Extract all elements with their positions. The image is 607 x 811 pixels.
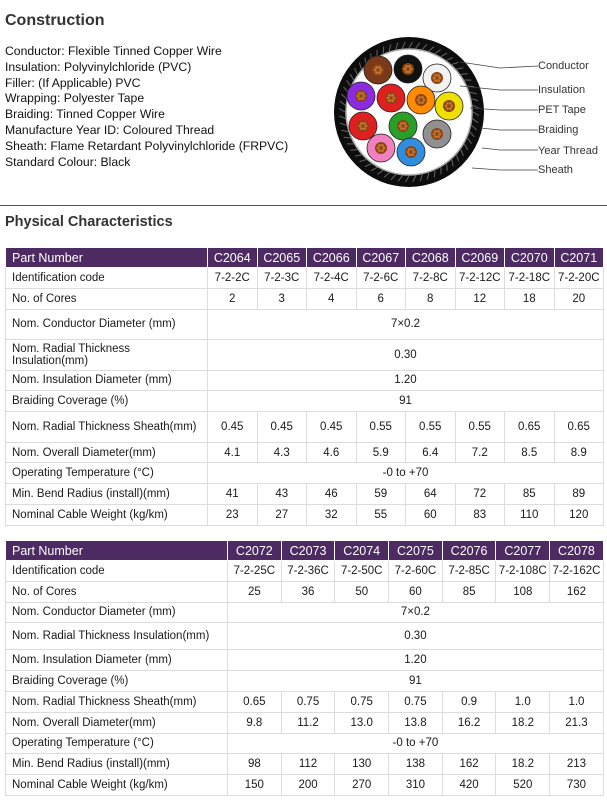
conductor-strand: [403, 127, 406, 130]
conductor-strand: [400, 127, 403, 130]
spec-filler: Filler: (If Applicable) PVC: [5, 75, 141, 90]
value-cell: 7-2-8C: [406, 268, 456, 289]
conductor-strand: [408, 153, 411, 156]
construction-heading: Construction: [5, 12, 105, 29]
conductor-strand: [437, 135, 440, 138]
conductor-strand: [381, 144, 384, 147]
conductor-strand: [381, 149, 384, 152]
conductor-strand: [375, 66, 378, 69]
table-row: [6, 309, 604, 340]
spanned-value-cell: -0 to +70: [228, 733, 604, 754]
row-label: Nom. Insulation Diameter (mm): [6, 370, 208, 391]
spec-braiding: Braiding: Tinned Copper Wire: [5, 107, 165, 122]
conductor-strand: [383, 147, 386, 150]
conductor-strand: [446, 107, 449, 110]
value-cell: 310: [389, 775, 443, 796]
value-cell: 6.4: [406, 442, 456, 463]
conductor-strand: [388, 99, 391, 102]
part-number-cell: C2067: [356, 248, 406, 268]
value-cell: 0.75: [281, 691, 335, 712]
value-cell: 0.45: [307, 412, 357, 443]
value-cell: 0.55: [455, 412, 505, 443]
row-label: Nominal Cable Weight (kg/km): [6, 505, 208, 526]
part-number-cell: C2064: [208, 248, 258, 268]
value-cell: 16.2: [442, 712, 496, 733]
value-cell: 7-2-20C: [554, 268, 604, 289]
part-number-cell: C2073: [281, 541, 335, 561]
spec-year-id: Manufacture Year ID: Coloured Thread: [5, 122, 215, 137]
value-cell: 420: [442, 775, 496, 796]
value-cell: 150: [228, 775, 282, 796]
value-cell: 520: [496, 775, 550, 796]
value-cell: 85: [505, 484, 555, 505]
conductor-strand: [399, 125, 402, 128]
value-cell: 23: [208, 505, 258, 526]
value-cell: 120: [554, 505, 604, 526]
spanned-value-cell: 1.20: [228, 650, 604, 671]
row-label: Braiding Coverage (%): [6, 671, 228, 692]
spanned-value-cell: 0.30: [208, 340, 604, 371]
row-label: Operating Temperature (°C): [6, 733, 228, 754]
legend-braiding: Braiding: [538, 124, 579, 136]
conductor-strand: [363, 127, 366, 130]
conductor-strand: [391, 99, 394, 102]
conductor-strand: [360, 127, 363, 130]
conductor-strand: [411, 153, 414, 156]
value-cell: 130: [335, 754, 389, 775]
conductor-strand: [388, 94, 391, 97]
spanned-value-cell: 0.30: [228, 623, 604, 650]
conductor-strand: [437, 130, 440, 133]
conductor-strand: [413, 151, 416, 154]
part-number-cell: C2075: [389, 541, 443, 561]
value-cell: 0.55: [406, 412, 456, 443]
spanned-value-cell: 7×0.2: [208, 309, 604, 340]
conductor-strand: [437, 74, 440, 77]
value-cell: 0.55: [356, 412, 406, 443]
conductor-strand: [434, 135, 437, 138]
part-number-cell: C2078: [550, 541, 604, 561]
conductor-strand: [357, 95, 360, 98]
value-cell: 1.0: [496, 691, 550, 712]
conductor-strand: [405, 65, 408, 68]
part-number-cell: C2072: [228, 541, 282, 561]
value-cell: 7-2-3C: [257, 268, 307, 289]
value-cell: 55: [356, 505, 406, 526]
conductor-strand: [378, 66, 381, 69]
value-cell: 83: [455, 505, 505, 526]
conductor-strand: [363, 95, 366, 98]
conductor-strand: [408, 65, 411, 68]
spec-conductor: Conductor: Flexible Tinned Copper Wire: [5, 44, 222, 58]
row-label: Operating Temperature (°C): [6, 463, 208, 484]
table-row: [6, 391, 604, 412]
conductor-strand: [387, 97, 390, 100]
conductor-strand: [407, 151, 410, 154]
spanned-value-cell: 1.20: [208, 370, 604, 391]
spanned-value-cell: -0 to +70: [208, 463, 604, 484]
value-cell: 7-2-2C: [208, 268, 258, 289]
spec-wrapping: Wrapping: Polyester Tape: [5, 91, 145, 106]
spanned-value-cell: 7×0.2: [228, 602, 604, 623]
conductor-strand: [449, 107, 452, 110]
row-label: Nom. Conductor Diameter (mm): [6, 602, 228, 623]
value-cell: 200: [281, 775, 335, 796]
row-label: Nom. Radial Thickness Insulation(mm): [6, 340, 208, 371]
conductor-strand: [451, 105, 454, 108]
conductor-strand: [360, 122, 363, 125]
table-row: [6, 370, 604, 391]
value-cell: 60: [406, 505, 456, 526]
row-label: Nominal Cable Weight (kg/km): [6, 775, 228, 796]
value-cell: 85: [442, 581, 496, 602]
value-cell: 112: [281, 754, 335, 775]
value-cell: 3: [257, 288, 307, 309]
value-cell: 12: [455, 288, 505, 309]
value-cell: 0.75: [389, 691, 443, 712]
conductor-strand: [434, 130, 437, 133]
value-cell: 0.65: [228, 691, 282, 712]
table-row: [6, 505, 604, 526]
conductor-strand: [380, 69, 383, 72]
conductor-strand: [446, 102, 449, 105]
conductor-strand: [361, 92, 364, 95]
conductor-strand: [418, 101, 421, 104]
value-cell: 7-2-108C: [496, 561, 550, 582]
row-label: Identification code: [6, 561, 228, 582]
conductor-strand: [358, 97, 361, 100]
conductor-strand: [417, 99, 420, 102]
value-cell: 0.45: [257, 412, 307, 443]
table-row: [6, 733, 604, 754]
row-label: Nom. Insulation Diameter (mm): [6, 650, 228, 671]
part-number-cell: C2066: [307, 248, 357, 268]
table-row: [6, 754, 604, 775]
table-row: [6, 691, 604, 712]
value-cell: 4: [307, 288, 357, 309]
value-cell: 27: [257, 505, 307, 526]
conductor-strand: [421, 101, 424, 104]
conductor-strand: [363, 122, 366, 125]
table-row: [6, 268, 604, 289]
part-number-cell: C2077: [496, 541, 550, 561]
value-cell: 7-2-4C: [307, 268, 357, 289]
conductor-strand: [405, 70, 408, 73]
conductor-strand: [433, 133, 436, 136]
value-cell: 7-2-162C: [550, 561, 604, 582]
spec-table-c2072-c2078: [5, 540, 604, 796]
value-cell: 25: [228, 581, 282, 602]
value-cell: 7-2-50C: [335, 561, 389, 582]
table-row: [6, 340, 604, 371]
value-cell: 8.5: [505, 442, 555, 463]
table-row: [6, 602, 604, 623]
value-cell: 7-2-36C: [281, 561, 335, 582]
legend-pet-tape: PET Tape: [538, 104, 586, 116]
value-cell: 7-2-18C: [505, 268, 555, 289]
row-label: Min. Bend Radius (install)(mm): [6, 484, 208, 505]
diagram-leader-lines: [460, 50, 540, 190]
conductor-strand: [374, 69, 377, 72]
conductor-strand: [411, 148, 414, 151]
value-cell: 21.3: [550, 712, 604, 733]
value-cell: 110: [505, 505, 555, 526]
conductor-strand: [403, 122, 406, 125]
value-cell: 7-2-25C: [228, 561, 282, 582]
conductor-strand: [393, 97, 396, 100]
table-header-row: [6, 248, 604, 268]
value-cell: 0.65: [554, 412, 604, 443]
conductor-strand: [418, 96, 421, 99]
conductor-strand: [421, 96, 424, 99]
value-cell: 1.0: [550, 691, 604, 712]
conductor-strand: [378, 149, 381, 152]
table-header-row: [6, 541, 604, 561]
legend-insulation: Insulation: [538, 84, 586, 96]
conductor-strand: [439, 77, 442, 80]
value-cell: 0.75: [335, 691, 389, 712]
conductor-strand: [434, 79, 437, 82]
spanned-value-cell: 91: [228, 671, 604, 692]
physical-characteristics-heading: Physical Characteristics: [5, 214, 173, 230]
table-row: [6, 581, 604, 602]
part-number-cell: C2069: [455, 248, 505, 268]
value-cell: 4.3: [257, 442, 307, 463]
part-number-cell: C2070: [505, 248, 555, 268]
part-number-cell: C2076: [442, 541, 496, 561]
value-cell: 60: [389, 581, 443, 602]
value-cell: 7-2-60C: [389, 561, 443, 582]
part-number-header: Part Number: [6, 248, 208, 268]
value-cell: 18.2: [496, 712, 550, 733]
row-label: Nom. Radial Thickness Sheath(mm): [6, 691, 228, 712]
row-label: No. of Cores: [6, 581, 228, 602]
table-row: [6, 623, 604, 650]
value-cell: 50: [335, 581, 389, 602]
conductor-strand: [437, 79, 440, 82]
conductor-strand: [365, 125, 368, 128]
conductor-strand: [423, 99, 426, 102]
value-cell: 2: [208, 288, 258, 309]
table-row: [6, 412, 604, 443]
value-cell: 0.9: [442, 691, 496, 712]
value-cell: 18: [505, 288, 555, 309]
table-row: [6, 650, 604, 671]
spanned-value-cell: 91: [208, 391, 604, 412]
row-label: Nom. Radial Thickness Insulation(mm): [6, 623, 228, 650]
value-cell: 41: [208, 484, 258, 505]
part-number-cell: C2071: [554, 248, 604, 268]
value-cell: 46: [307, 484, 357, 505]
spec-insulation: Insulation: Polyvinylchloride (PVC): [5, 59, 192, 74]
conductor-strand: [361, 97, 364, 100]
conductor-strand: [439, 133, 442, 136]
spec-colour: Standard Colour: Black: [5, 154, 131, 169]
value-cell: 43: [257, 484, 307, 505]
table-row: [6, 484, 604, 505]
row-label: Nom. Overall Diameter(mm): [6, 442, 208, 463]
conductor-strand: [404, 68, 407, 71]
conductor-strand: [359, 125, 362, 128]
table-row: [6, 775, 604, 796]
value-cell: 11.2: [281, 712, 335, 733]
value-cell: 98: [228, 754, 282, 775]
conductor-strand: [391, 94, 394, 97]
value-cell: 0.65: [505, 412, 555, 443]
braid-strand: [447, 164, 448, 171]
legend-year-thread: Year Thread: [538, 145, 598, 157]
row-label: Nom. Overall Diameter(mm): [6, 712, 228, 733]
conductor-strand: [358, 92, 361, 95]
value-cell: 213: [550, 754, 604, 775]
conductor-strand: [400, 122, 403, 125]
value-cell: 162: [442, 754, 496, 775]
conductor-strand: [378, 144, 381, 147]
value-cell: 18.2: [496, 754, 550, 775]
conductor-strand: [375, 71, 378, 74]
value-cell: 730: [550, 775, 604, 796]
table-row: [6, 561, 604, 582]
part-number-cell: C2068: [406, 248, 456, 268]
conductor-strand: [405, 125, 408, 128]
table-row: [6, 288, 604, 309]
value-cell: 59: [356, 484, 406, 505]
value-cell: 36: [281, 581, 335, 602]
conductor-strand: [378, 71, 381, 74]
value-cell: 8: [406, 288, 456, 309]
conductor-strand: [434, 74, 437, 77]
value-cell: 6: [356, 288, 406, 309]
table-row: [6, 671, 604, 692]
spec-table-c2064-c2071: [5, 247, 604, 526]
spec-sheath: Sheath: Flame Retardant Polyvinylchloride (FRPVC): [5, 138, 289, 153]
value-cell: 270: [335, 775, 389, 796]
conductor-strand: [433, 77, 436, 80]
part-number-cell: C2074: [335, 541, 389, 561]
conductor-strand: [449, 102, 452, 105]
value-cell: 9.8: [228, 712, 282, 733]
table-row: [6, 463, 604, 484]
value-cell: 7.2: [455, 442, 505, 463]
row-label: Nom. Conductor Diameter (mm): [6, 309, 208, 340]
value-cell: 0.45: [208, 412, 258, 443]
value-cell: 13.0: [335, 712, 389, 733]
conductor-strand: [377, 147, 380, 150]
row-label: No. of Cores: [6, 288, 208, 309]
construction-spec-list: [5, 44, 288, 170]
value-cell: 4.1: [208, 442, 258, 463]
value-cell: 162: [550, 581, 604, 602]
legend-sheath: Sheath: [538, 164, 573, 176]
row-label: Braiding Coverage (%): [6, 391, 208, 412]
value-cell: 7-2-85C: [442, 561, 496, 582]
value-cell: 89: [554, 484, 604, 505]
value-cell: 4.6: [307, 442, 357, 463]
braid-strand: [350, 150, 357, 151]
part-number-header: Part Number: [6, 541, 228, 561]
value-cell: 13.8: [389, 712, 443, 733]
value-cell: 5.9: [356, 442, 406, 463]
value-cell: 64: [406, 484, 456, 505]
row-label: Identification code: [6, 268, 208, 289]
value-cell: 7-2-6C: [356, 268, 406, 289]
value-cell: 138: [389, 754, 443, 775]
value-cell: 8.9: [554, 442, 604, 463]
table-row: [6, 442, 604, 463]
value-cell: 72: [455, 484, 505, 505]
value-cell: 7-2-12C: [455, 268, 505, 289]
conductor-strand: [408, 70, 411, 73]
conductor-strand: [408, 148, 411, 151]
conductor-strand: [445, 105, 448, 108]
section-divider: [0, 205, 607, 206]
table-row: [6, 712, 604, 733]
legend-conductor: Conductor: [538, 60, 589, 72]
row-label: Min. Bend Radius (install)(mm): [6, 754, 228, 775]
part-number-cell: C2065: [257, 248, 307, 268]
value-cell: 20: [554, 288, 604, 309]
value-cell: 108: [496, 581, 550, 602]
conductor-strand: [410, 68, 413, 71]
value-cell: 32: [307, 505, 357, 526]
row-label: Nom. Radial Thickness Sheath(mm): [6, 412, 208, 443]
